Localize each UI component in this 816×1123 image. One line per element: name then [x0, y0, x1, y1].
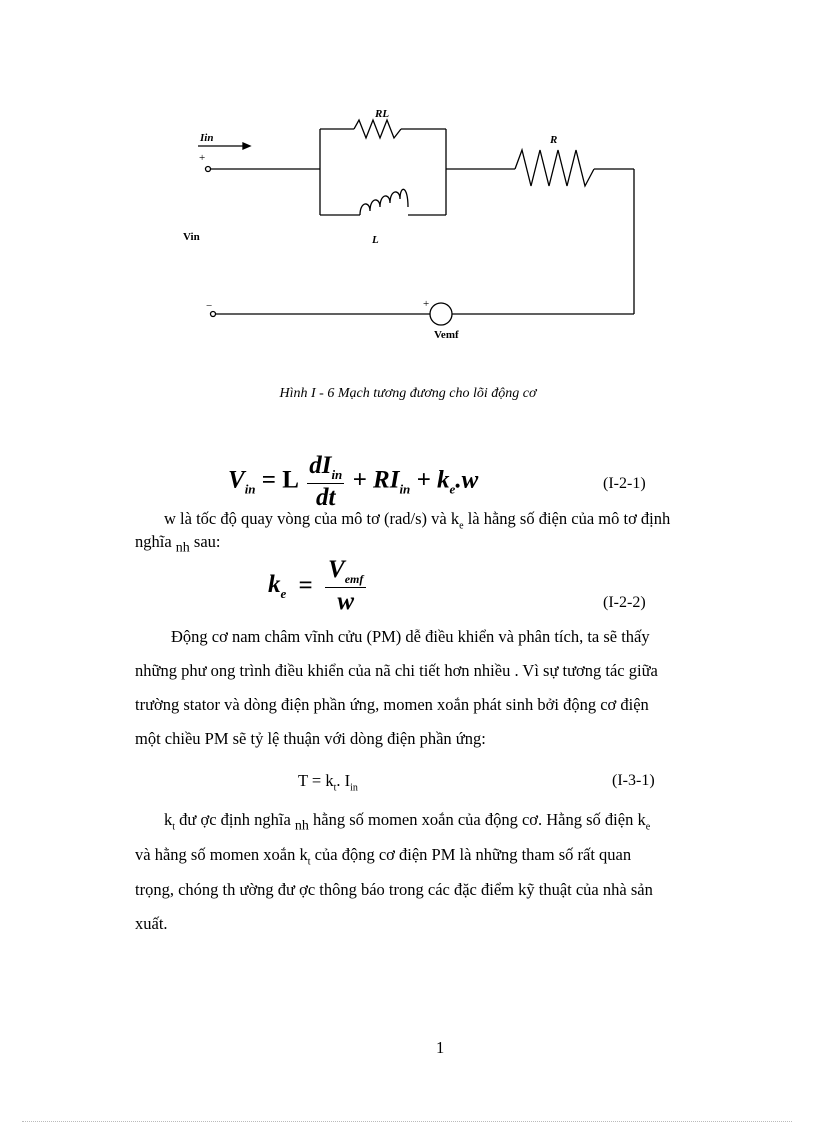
equation-2: $k_e$ = $V_{emf}$ w — [268, 556, 366, 616]
paragraph-1-line-2: nghĩa $_{nh}$ sau: — [135, 532, 221, 556]
equation-1-number: (I-2-1) — [603, 475, 646, 492]
current-arrowhead — [243, 143, 250, 149]
paragraph-3-line-3: trọng, chóng th ường đư ợc thông báo trong các đặc điểm kỹ thuật của nhà sản — [135, 880, 653, 899]
figure-caption: Hình I - 6 Mạch tương đương cho lõi động cơ — [279, 386, 537, 401]
paragraph-3-line-2: và hằng số momen xoắn $k_t$ của động cơ điện PM là những tham số rất quan — [135, 845, 632, 868]
terminal-plus — [206, 167, 211, 172]
label-r: R — [550, 134, 558, 146]
label-vemf: Vemf — [434, 329, 459, 341]
resistor-r — [515, 150, 594, 186]
circuit-diagram — [0, 0, 816, 360]
label-rl: RL — [375, 108, 390, 120]
label-iin: Iin — [200, 132, 214, 144]
label-minus: − — [206, 300, 213, 312]
equation-1: $V_{in} = L$ $dI_{in}$ dt + $RI_{in} + k_e.w$ — [228, 452, 479, 511]
paragraph-3-line-4: xuất. — [135, 914, 168, 933]
label-plus-source: + — [423, 298, 430, 310]
paragraph-2-line-4: một chiều PM sẽ tỷ lệ thuận với dòng điện phần ứng: — [135, 729, 486, 748]
inductor-l — [360, 189, 408, 215]
equation-3-number: (I-3-1) — [612, 772, 655, 789]
label-l: L — [372, 234, 379, 246]
label-vin: Vin — [183, 231, 200, 243]
resistor-rl — [354, 120, 401, 138]
emf-source — [430, 303, 452, 325]
page-number: 1 — [436, 1038, 445, 1057]
paragraph-2-line-3: trường stator và dòng điện phần ứng, momen xoắn phát sinh bởi động cơ điện — [135, 695, 649, 714]
paragraph-2-line-2: những phư ong trình điều khiển của nã chi tiết hơn nhiều . Vì sự tương tác giữa — [135, 661, 658, 680]
equation-3: $T = k_t$. $I_{in}$ — [298, 771, 358, 794]
paragraph-2-line-1: Động cơ nam châm vĩnh cửu (PM) dễ điều khiển và phân tích, ta sẽ thấy — [171, 627, 650, 646]
equation-2-number: (I-2-2) — [603, 594, 646, 611]
paragraph-1-line-1: w là tốc độ quay vòng của mô tơ (rad/s) và $k_e$ là hằng số điện của mô tơ định — [164, 509, 671, 532]
paragraph-3-line-1: $k_t$ đư ợc định nghĩa $_{nh}$ hằng số momen xoắn của động cơ. Hằng số điện $k_e$ — [164, 810, 651, 834]
page-bottom-divider — [22, 1121, 792, 1122]
label-plus-top: + — [199, 152, 206, 164]
terminal-minus — [211, 312, 216, 317]
